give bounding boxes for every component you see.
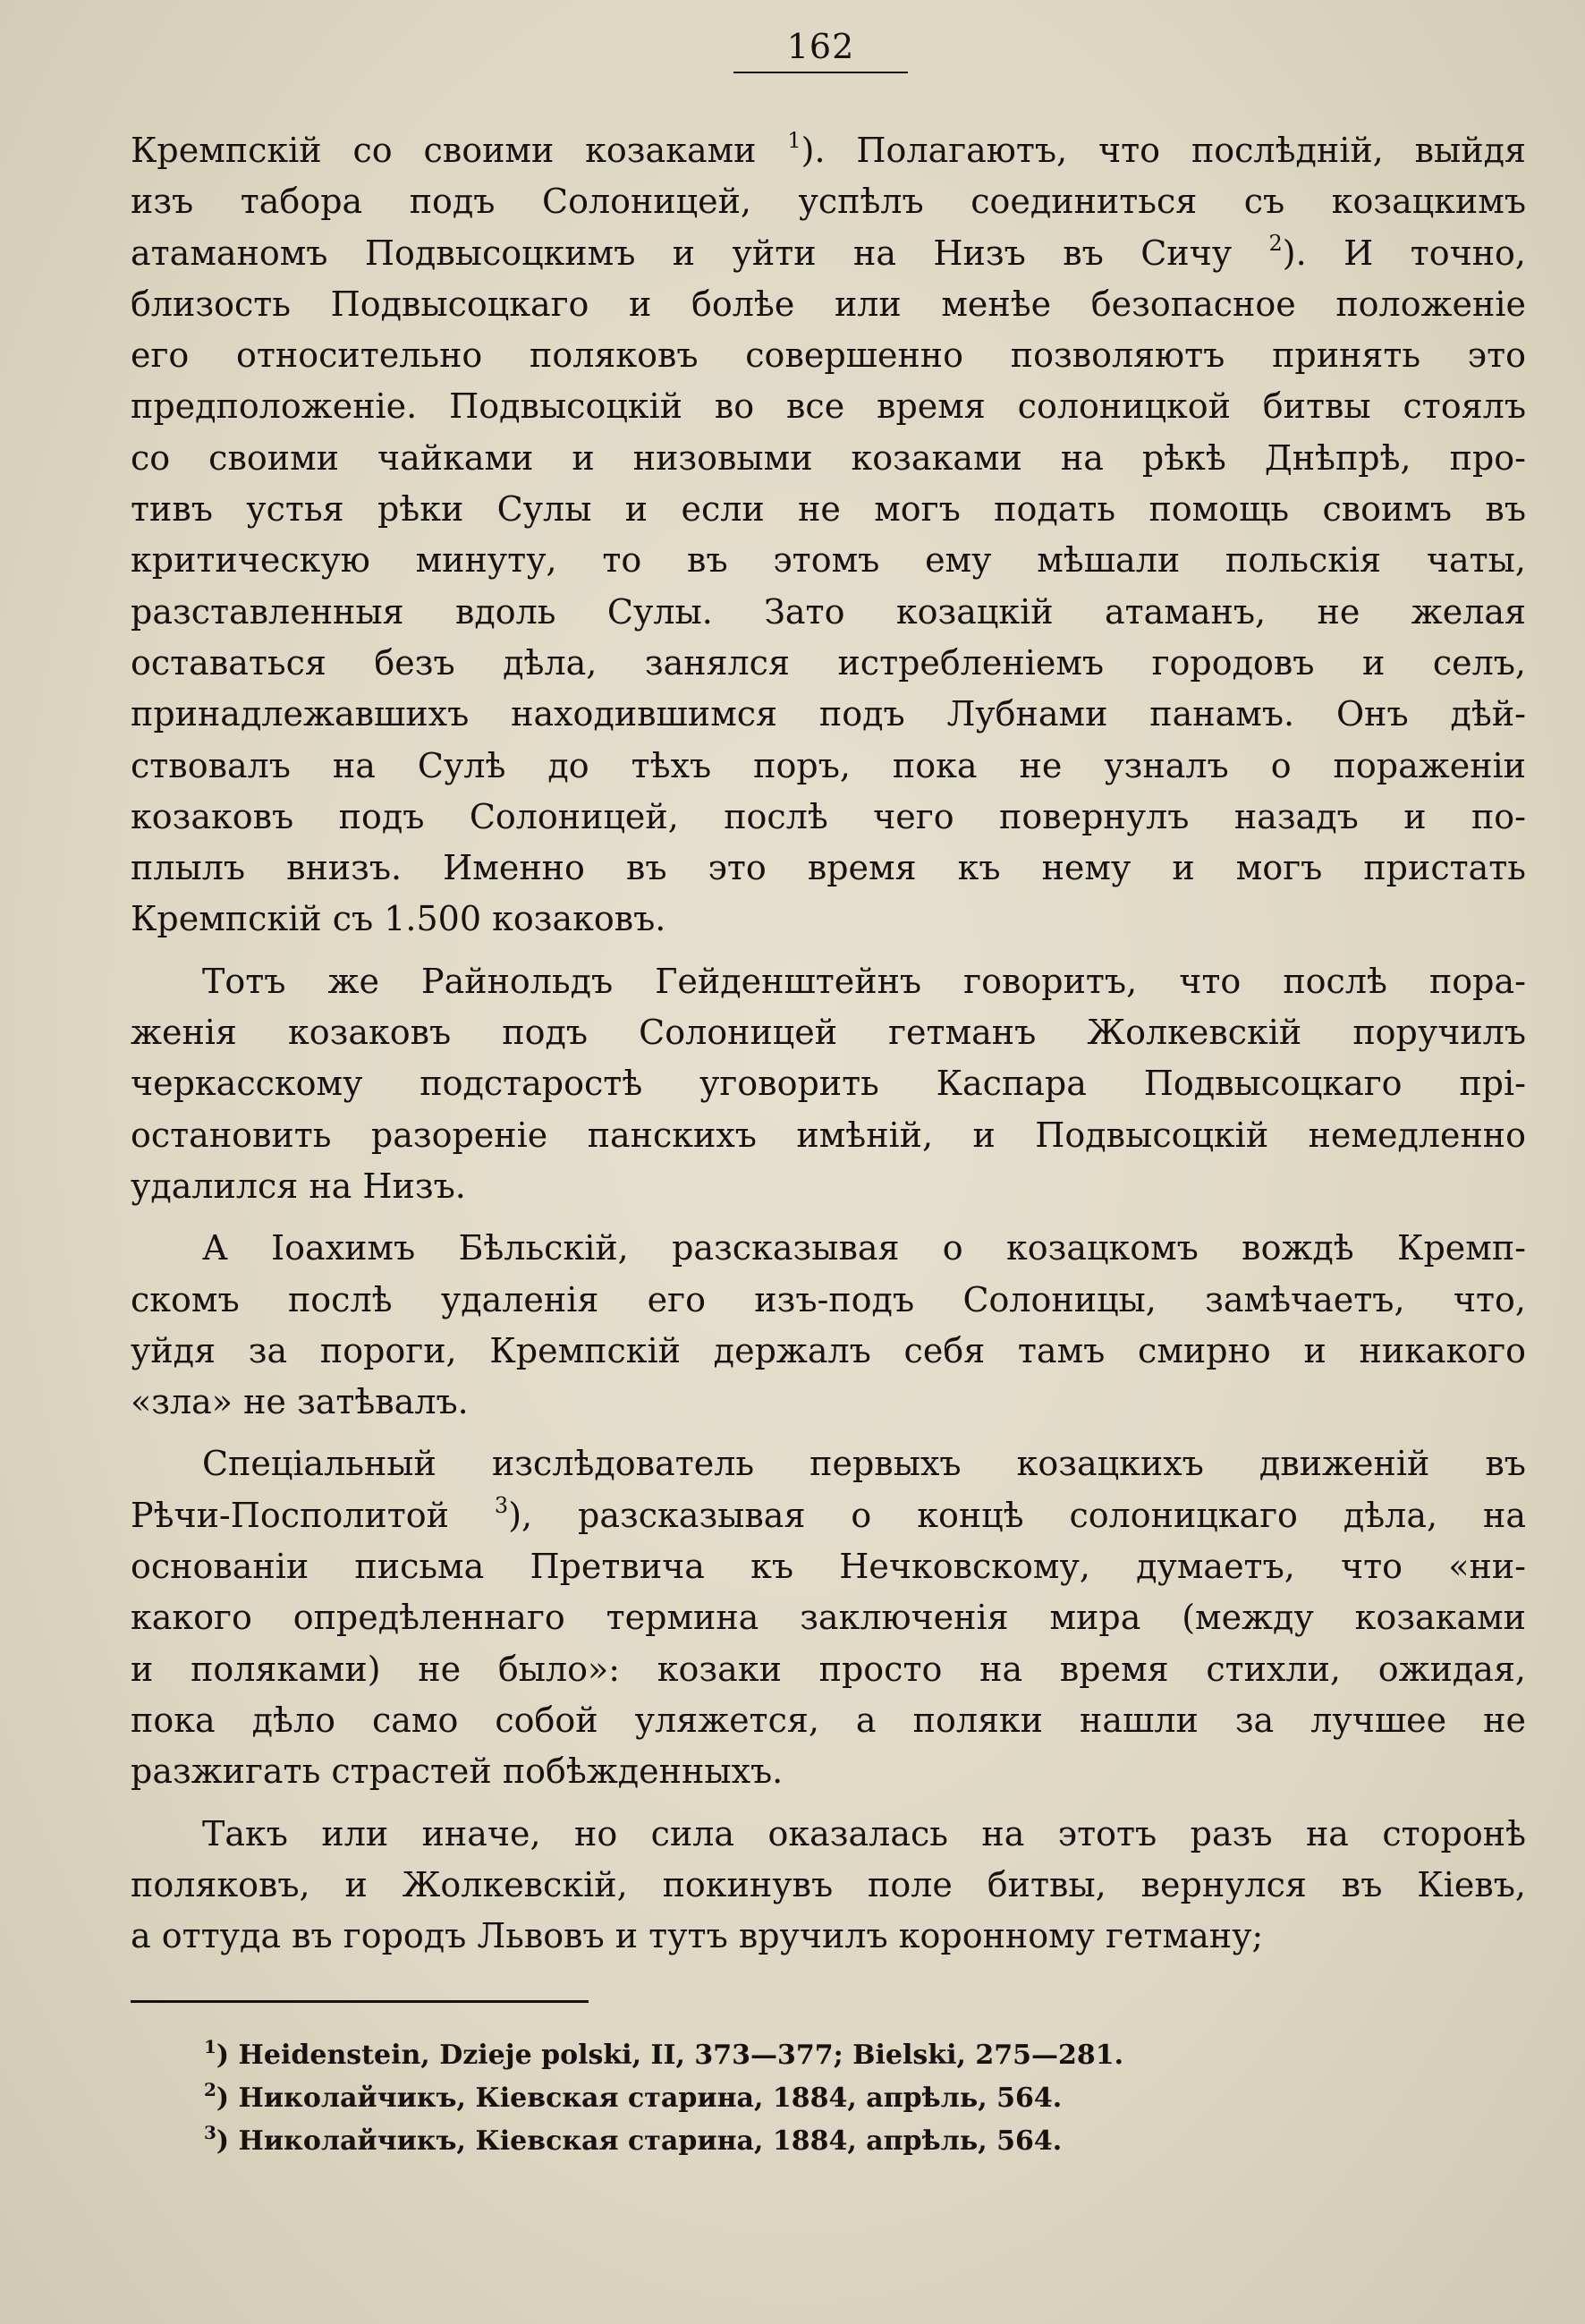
footnote <box>204 2120 1367 2163</box>
text-line <box>131 894 1526 945</box>
footnote-number: 3 <box>204 2122 216 2143</box>
text-segment: Рѣчи-Посполитой <box>131 1495 495 1535</box>
page-header <box>733 23 908 73</box>
text-segment: ), разсказывая о концѣ солоницкаго дѣла, на <box>508 1495 1526 1535</box>
text-segment: поляковъ, и Жолкевскій, покинувъ поле битвы, вернулся въ Кіевъ, <box>131 1864 1526 1904</box>
text-line <box>131 1809 1526 1860</box>
text-segment: козаковъ подъ Солоницей, послѣ чего повернулъ назадъ и по- <box>131 796 1526 836</box>
paragraph <box>131 1809 1526 1963</box>
text-line <box>131 1695 1526 1746</box>
text-segment: Кремпскій съ 1.500 козаковъ. <box>131 899 666 939</box>
text-segment: основаніи письма Претвича къ Нечковскому, думаетъ, что «ни- <box>131 1547 1526 1587</box>
footnote-text: ) Николайчикъ, Кіевская старина, 1884, апрѣль, 564. <box>216 2082 1063 2114</box>
text-line <box>131 1161 1526 1212</box>
paragraph <box>131 1223 1526 1428</box>
text-segment: Кремпскій со своими козаками <box>131 131 788 170</box>
footnote <box>204 2034 1367 2077</box>
text-line <box>131 1541 1526 1592</box>
text-segment: изъ табора подъ Солоницей, успѣлъ соединиться съ козацкимъ <box>131 182 1526 222</box>
footnote-marker: 2 <box>1268 230 1283 256</box>
text-segment: оставаться безъ дѣла, занялся истребленіемъ городовъ и селъ, <box>131 642 1526 683</box>
text-segment: ). Полагаютъ, что послѣдній, выйдя <box>801 131 1526 170</box>
footnote-number: 2 <box>204 2079 216 2100</box>
text-line <box>131 1592 1526 1643</box>
footnote-text: ) Николайчикъ, Кіевская старина, 1884, апрѣль, 564. <box>216 2125 1063 2157</box>
paragraph <box>131 956 1526 1212</box>
footnote-separator <box>131 2000 589 2003</box>
text-line <box>131 484 1526 535</box>
text-line <box>131 1275 1526 1326</box>
text-segment: какого опредѣленнаго термина заключенія мира (между козаками <box>131 1598 1526 1638</box>
text-segment: ). И точно, <box>1282 233 1526 273</box>
footnote-marker: 3 <box>494 1492 509 1518</box>
text-segment: разжигать страстей побѣжденныхъ. <box>131 1751 784 1792</box>
header-rule <box>733 72 908 73</box>
text-segment: черкасскому подстаростѣ уговорить Каспара Подвысоцкаго прі- <box>131 1064 1526 1104</box>
text-segment: а оттуда въ городъ Львовъ и тутъ вручилъ коронному гетману; <box>131 1916 1264 1956</box>
text-line <box>131 381 1526 432</box>
text-line <box>131 956 1526 1007</box>
text-segment: со своими чайками и низовыми козаками на рѣкѣ Днѣпрѣ, про- <box>131 437 1526 478</box>
text-line <box>131 1746 1526 1797</box>
text-line <box>131 279 1526 330</box>
paragraph <box>131 125 1526 946</box>
text-line <box>131 1438 1526 1489</box>
text-segment: «зла» не затѣвалъ. <box>131 1382 469 1422</box>
text-line <box>131 1058 1526 1109</box>
text-segment: и поляками) не было»: козаки просто на время стихли, ожидая, <box>131 1649 1526 1689</box>
text-segment: принадлежавшихъ находившимся подъ Лубнами панамъ. Онъ дѣй- <box>131 694 1526 734</box>
text-segment: тивъ устья рѣки Сулы и если не могъ подать помощь своимъ въ <box>131 489 1526 530</box>
footnotes <box>204 2034 1367 2163</box>
text-segment: критическую минуту, то въ этомъ ему мѣшали польскія чаты, <box>131 540 1526 581</box>
text-line <box>131 689 1526 740</box>
footnote-number: 1 <box>204 2036 216 2057</box>
text-line <box>131 1377 1526 1428</box>
text-line <box>131 1007 1526 1058</box>
text-segment: женія козаковъ подъ Солоницей гетманъ Жолкевскій поручилъ <box>131 1013 1526 1053</box>
text-segment: пока дѣло само собой уляжется, а поляки нашли за лучшее не <box>131 1700 1526 1740</box>
text-segment: разставленныя вдоль Сулы. Зато козацкій атаманъ, не желая <box>131 591 1526 632</box>
text-line <box>131 330 1526 381</box>
text-segment: скомъ послѣ удаленія его изъ-подъ Солоницы, замѣчаетъ, что, <box>131 1279 1526 1319</box>
text-line <box>131 176 1526 227</box>
text-line <box>131 1326 1526 1377</box>
text-line <box>131 1490 1526 1541</box>
text-segment: Тотъ же Райнольдъ Гейденштейнъ говоритъ, что послѣ пора- <box>202 961 1526 1001</box>
text-segment: ствовалъ на Сулѣ до тѣхъ поръ, пока не узналъ о пораженіи <box>131 745 1526 785</box>
text-segment: уйдя за пороги, Кремпскій держалъ себя тамъ смирно и никакого <box>131 1330 1526 1370</box>
text-line <box>131 792 1526 843</box>
text-segment: Такъ или иначе, но сила оказалась на этотъ разъ на сторонѣ <box>202 1813 1526 1853</box>
text-line <box>131 1223 1526 1274</box>
text-line <box>131 125 1526 176</box>
text-line <box>131 228 1526 279</box>
text-segment: остановить разореніе панскихъ имѣній, и Подвысоцкій немедленно <box>131 1115 1526 1155</box>
text-line <box>131 1110 1526 1161</box>
text-segment: атаманомъ Подвысоцкимъ и уйти на Низъ въ Сичу <box>131 233 1269 273</box>
text-line <box>131 535 1526 586</box>
text-segment: удалился на Низъ. <box>131 1166 466 1206</box>
text-line <box>131 741 1526 792</box>
text-segment: А Іоахимъ Бѣльскій, разсказывая о козацкомъ вождѣ Кремп- <box>202 1228 1526 1268</box>
footnote-text: ) Heidenstein, Dzieje polski, II, 373—377; Bielski, 275—281. <box>216 2040 1124 2071</box>
text-line <box>131 1911 1526 1962</box>
text-segment: близость Подвысоцкаго и болѣе или менѣе безопасное положеніе <box>131 284 1526 324</box>
text-segment: предположеніе. Подвысоцкій во все время солоницкой битвы стоялъ <box>131 386 1526 427</box>
page-number: 162 <box>786 27 855 66</box>
text-line <box>131 638 1526 689</box>
text-line <box>131 1860 1526 1911</box>
text-line <box>131 587 1526 638</box>
text-segment: его относительно поляковъ совершенно позволяютъ принять это <box>131 335 1526 376</box>
footnote-marker: 1 <box>787 128 801 153</box>
text-line <box>131 1644 1526 1695</box>
text-segment: Спеціальный изслѣдователь первыхъ козацкихъ движеній въ <box>202 1444 1526 1484</box>
body-text <box>131 125 1526 1972</box>
text-line <box>131 843 1526 894</box>
paragraph <box>131 1438 1526 1797</box>
text-line <box>131 433 1526 484</box>
footnote <box>204 2077 1367 2120</box>
text-segment: плылъ внизъ. Именно въ это время къ нему и могъ пристать <box>131 848 1526 888</box>
